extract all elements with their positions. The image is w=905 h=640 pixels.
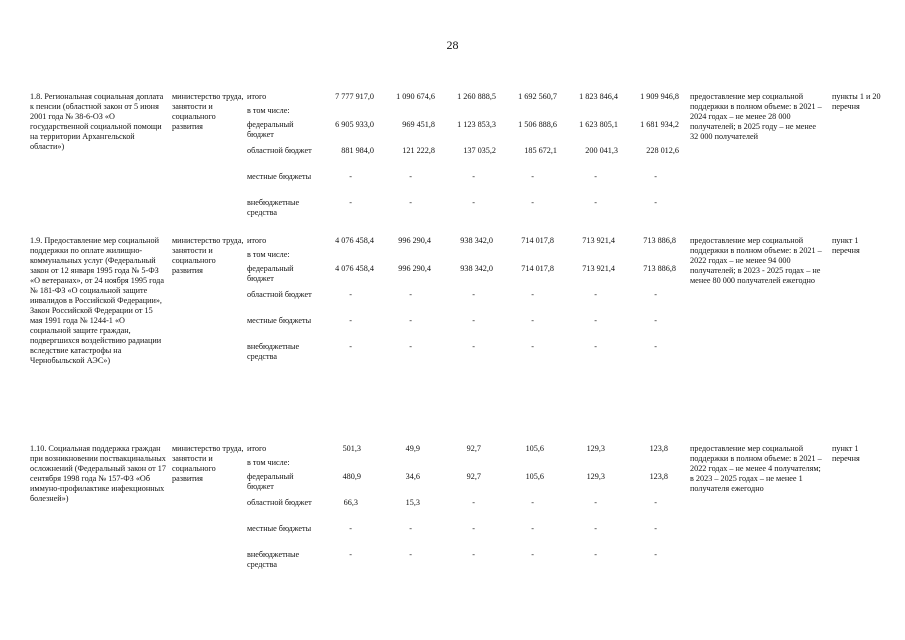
value-cell: - [472,524,475,533]
value-cell: 121 222,8 [402,146,435,155]
source-label: итого [247,92,267,101]
value-cell: 66,3 [343,498,358,507]
source-label: внебюджетные средства [247,342,300,361]
value-cell: - [654,550,657,559]
value-cell: 6 905 933,0 [335,120,374,129]
source-label: местные бюджеты [247,524,312,533]
value-cell: - [531,550,534,559]
source-label: федеральный бюджет [247,472,294,491]
value-cell: 34,6 [405,472,420,481]
value-cell: 228 012,6 [646,146,679,155]
value-cell: 49,9 [405,444,420,453]
executor: министерство труда, занятости и социального развития [172,92,244,131]
value-cell: - [349,550,352,559]
measure-name: 1.10. Социальная поддержка граждан при возникновении поствакцинальных осложнений (Федеральный закон от 17 сентября 1998 года № 157-ФЗ «Об иммуно-профилактике инфекционных болезней») [30,444,166,503]
value-cell: - [654,290,657,299]
reference: пункты 1 и 20 перечня [832,92,881,111]
value-cell: - [472,550,475,559]
value-cell: 1 506 888,6 [518,120,557,129]
value-cell: - [654,172,657,181]
value-cell: 4 076 458,4 [335,236,374,245]
value-cell: - [409,290,412,299]
value-cell: 15,3 [405,498,420,507]
value-cell: - [409,316,412,325]
reference: пункт 1 перечня [832,236,860,255]
source-label: итого [247,236,267,245]
page-number: 28 [446,38,459,52]
value-cell: - [472,198,475,207]
value-cell: - [594,290,597,299]
value-cell: - [409,198,412,207]
value-cell: 1 909 946,8 [640,92,679,101]
measure-name: 1.9. Предоставление мер социальной поддержки по оплате жилищно-коммунальных услуг (Федеральный закон от 12 января 1995 года № 5-ФЗ «О ветеранах», от 24 ноября 1995 года № 181-ФЗ «О социальной защите инвалидов в Российской Федерации», Закон Российской Федерации от 15 мая 1991 года № 1244-1 «О социальной защите граждан, подвергшихся воздействию радиации вследствие катастрофы на Чернобыльской АЭС») [30,236,164,365]
value-cell: 105,6 [525,444,544,453]
executor: министерство труда, занятости и социального развития [172,444,244,483]
value-cell: 1 681 934,2 [640,120,679,129]
value-cell: 938 342,0 [460,236,493,245]
value-cell: 713 921,4 [582,264,615,273]
value-cell: 713 886,8 [643,264,676,273]
value-cell: 1 260 888,5 [457,92,496,101]
value-cell: 4 076 458,4 [335,264,374,273]
executor: министерство труда, занятости и социального развития [172,236,244,275]
value-cell: 1 123 853,3 [457,120,496,129]
value-cell: - [349,342,352,351]
value-cell: 1 090 674,6 [396,92,435,101]
source-label: внебюджетные средства [247,198,300,217]
source-label: областной бюджет [247,146,312,155]
value-cell: - [531,316,534,325]
value-cell: 996 290,4 [398,236,431,245]
value-cell: - [531,524,534,533]
value-cell: - [409,172,412,181]
value-cell: - [472,172,475,181]
value-cell: 185 672,1 [524,146,557,155]
value-cell: 92,7 [466,444,481,453]
source-label: итого [247,444,267,453]
value-cell: - [409,342,412,351]
value-cell: 200 041,3 [585,146,618,155]
value-cell: 129,3 [586,444,605,453]
expected-result: предоставление мер социальной поддержки в полном объеме: в 2021 – 2024 годах – не менее 28 000 получателей; в 2025 году – не менее 32 000 получателей [690,92,822,141]
value-cell: 105,6 [525,472,544,481]
reference: пункт 1 перечня [832,444,860,463]
value-cell: - [531,172,534,181]
expected-result: предоставление мер социальной поддержки в полном объеме: в 2021 – 2022 годах – не менее 94 000 получателей; в 2023 - 2025 годах – не менее 80 000 получателей ежегодно [690,236,822,285]
value-cell: - [409,550,412,559]
value-cell: 480,9 [342,472,361,481]
value-cell: - [594,524,597,533]
value-cell: - [654,524,657,533]
value-cell: - [594,550,597,559]
value-cell: 938 342,0 [460,264,493,273]
value-cell: 713 921,4 [582,236,615,245]
value-cell: 123,8 [649,472,668,481]
value-cell: - [409,524,412,533]
value-cell: - [472,290,475,299]
source-label: в том числе: [247,250,290,259]
value-cell: - [654,498,657,507]
value-cell: - [472,342,475,351]
value-cell: 714 017,8 [521,264,554,273]
value-cell: - [472,498,475,507]
measure-name: 1.8. Региональная социальная доплата к пенсии (областной закон от 5 июня 2001 года № 38-6-ОЗ «О государственной социальной помощи на территории Архангельской области») [30,92,164,151]
source-label: областной бюджет [247,290,312,299]
value-cell: 129,3 [586,472,605,481]
value-cell: - [349,172,352,181]
source-label: местные бюджеты [247,172,312,181]
value-cell: - [654,316,657,325]
value-cell: - [594,316,597,325]
value-cell: 1 823 846,4 [579,92,618,101]
value-cell: 501,3 [342,444,361,453]
value-cell: - [531,290,534,299]
source-label: областной бюджет [247,498,312,507]
source-label: внебюджетные средства [247,550,300,569]
value-cell: 1 692 560,7 [518,92,557,101]
value-cell: 969 451,8 [402,120,435,129]
value-cell: - [531,342,534,351]
value-cell: 713 886,8 [643,236,676,245]
value-cell: - [594,342,597,351]
value-cell: 92,7 [466,472,481,481]
value-cell: 123,8 [649,444,668,453]
source-label: федеральный бюджет [247,264,294,283]
value-cell: 714 017,8 [521,236,554,245]
value-cell: 881 984,0 [341,146,374,155]
value-cell: - [654,342,657,351]
value-cell: - [594,172,597,181]
expected-result: предоставление мер социальной поддержки в полном объеме: в 2021 – 2022 годах – не менее 4 получателям; в 2023 – 2025 годах – не менее 1 получателя ежегодно [690,444,822,493]
value-cell: 1 623 805,1 [579,120,618,129]
value-cell: - [654,198,657,207]
source-label: в том числе: [247,458,290,467]
value-cell: 996 290,4 [398,264,431,273]
value-cell: - [349,524,352,533]
value-cell: - [349,198,352,207]
source-label: в том числе: [247,106,290,115]
value-cell: - [531,198,534,207]
value-cell: - [472,316,475,325]
value-cell: 137 035,2 [463,146,496,155]
value-cell: - [349,290,352,299]
source-label: местные бюджеты [247,316,312,325]
value-cell: - [594,498,597,507]
source-label: федеральный бюджет [247,120,294,139]
value-cell: - [531,498,534,507]
value-cell: - [349,316,352,325]
value-cell: 7 777 917,0 [335,92,374,101]
value-cell: - [594,198,597,207]
